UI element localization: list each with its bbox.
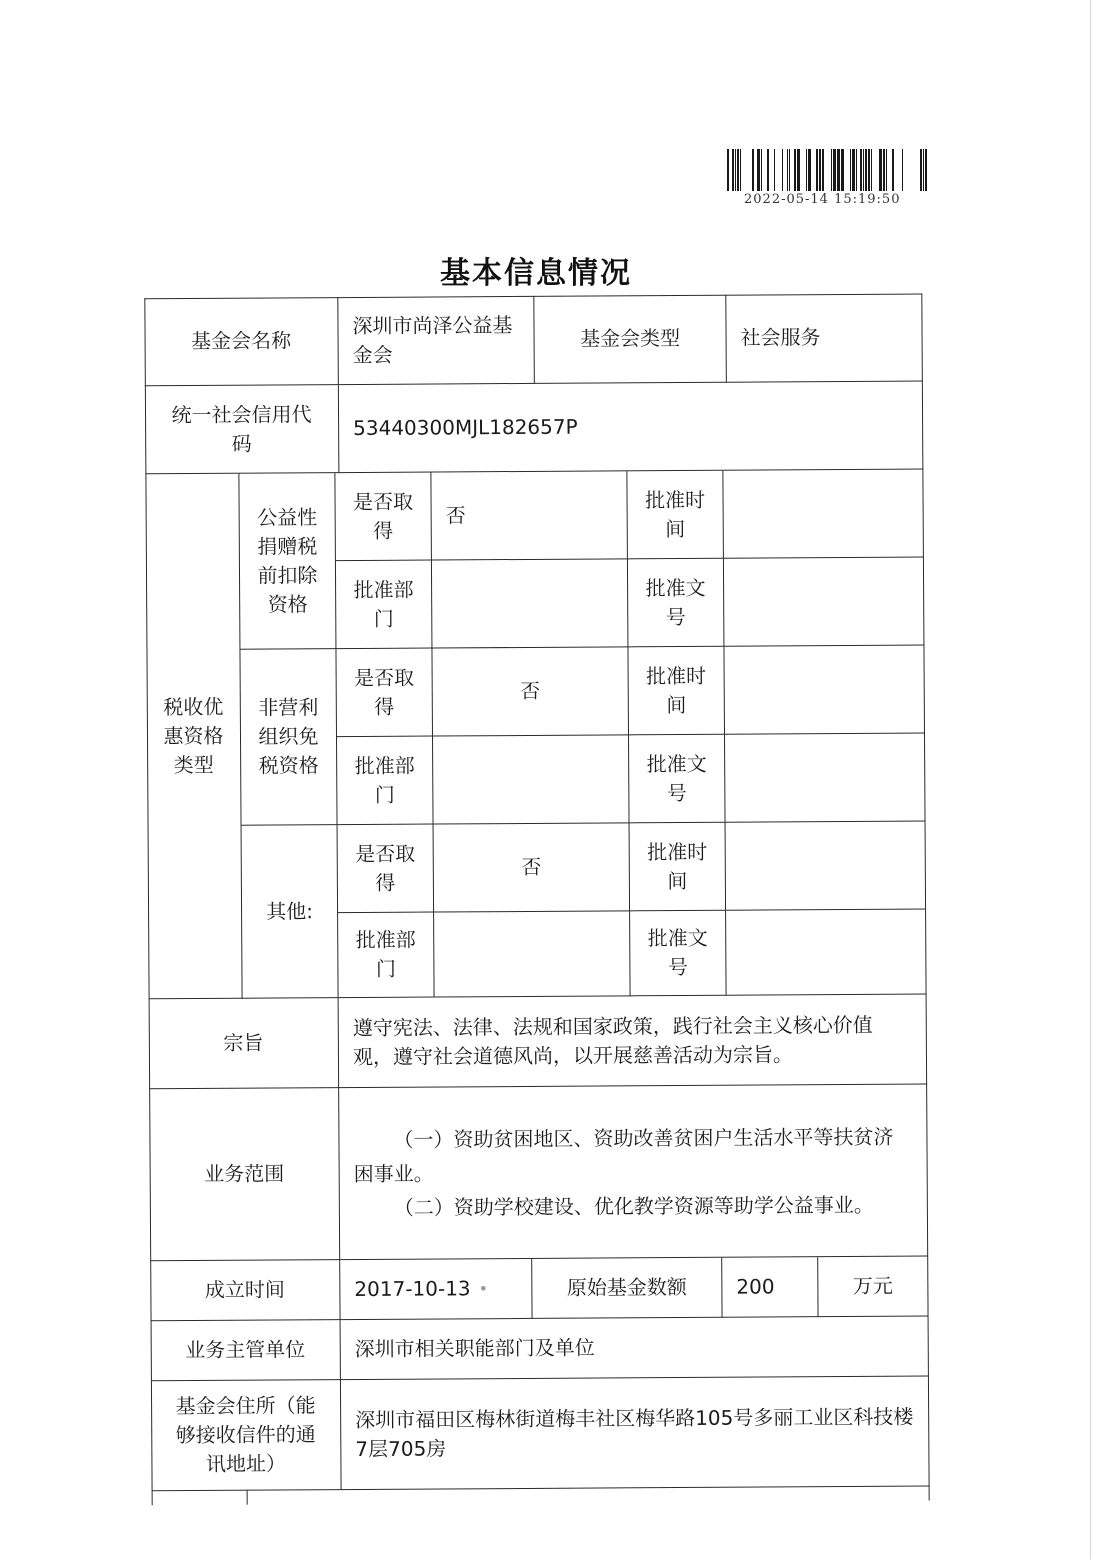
fund-label: 原始基金数额 <box>532 1258 722 1319</box>
founding-date-label: 成立时间 <box>150 1260 340 1321</box>
tax-obtained-value-2: 否 <box>432 647 629 736</box>
scope-item-1: （一）资助贫困地区、资助改善贫困户生活水平等扶贫济困事业。 <box>353 1124 894 1186</box>
founding-date-value: 2017-10-13 <box>354 1276 471 1302</box>
scope-item-2: （二）资助学校建设、优化教学资源等助学公益事业。 <box>393 1192 874 1220</box>
fund-unit: 万元 <box>818 1257 928 1318</box>
tax-obtained-label-2: 是否取得 <box>336 649 433 738</box>
tax-approval-time-label-1: 批准时间 <box>627 471 724 560</box>
name-label: 基金会名称 <box>144 297 339 386</box>
tax-category-2: 非营利组织免税资格 <box>240 649 337 826</box>
tax-approval-dept-label-2: 批准部门 <box>337 737 434 826</box>
credit-code-value: 53440300MJL182657P <box>339 382 924 474</box>
tax-category-3: 其他: <box>242 825 339 999</box>
tax-obtained-label-3: 是否取得 <box>338 825 435 914</box>
fund-value: 200 <box>722 1257 818 1318</box>
scope-value <box>339 1085 928 1261</box>
tax-approval-time-value-3 <box>726 822 927 911</box>
scope-label: 业务范围 <box>149 1088 340 1261</box>
tax-approval-dept-value-2 <box>433 735 630 824</box>
purpose-value: 遵守宪法、法律、法规和国家政策，践行社会主义核心价值观，遵守社会道德风尚，以开展慈善活动为宗旨。 <box>339 995 928 1089</box>
tax-approval-time-label-2: 批准时间 <box>628 647 725 736</box>
tax-approval-doc-value-3 <box>726 910 927 996</box>
supervisor-label: 业务主管单位 <box>151 1320 341 1381</box>
tax-approval-doc-label-1: 批准文号 <box>628 559 725 648</box>
tax-approval-dept-label-3: 批准部门 <box>338 913 435 999</box>
purpose-label: 宗旨 <box>149 998 340 1089</box>
type-value: 社会服务 <box>726 294 923 383</box>
credit-code-label: 统一社会信用代码 <box>145 385 340 474</box>
stray-mark: • <box>478 1279 489 1299</box>
tax-approval-time-value-2 <box>724 646 925 735</box>
tax-approval-dept-label-1: 批准部门 <box>336 561 433 650</box>
tax-obtained-value-1: 否 <box>431 471 628 560</box>
tax-approval-doc-label-2: 批准文号 <box>629 735 726 824</box>
tax-approval-dept-value-1 <box>432 559 629 648</box>
barcode-timestamp: 2022-05-14 15:19:50 <box>744 192 901 207</box>
next-row-fragment-2 <box>248 1487 930 1505</box>
tax-obtained-label-1: 是否取得 <box>335 473 432 562</box>
tax-obtained-value-3: 否 <box>434 823 631 912</box>
tax-group-label: 税收优惠资格类型 <box>145 474 242 1000</box>
tax-category-1: 公益性捐赠税前扣除资格 <box>239 473 336 650</box>
address-value: 深圳市福田区梅林街道梅丰社区梅华路105号多丽工业区科技楼7层705房 <box>341 1377 930 1491</box>
tax-approval-dept-value-3 <box>434 911 631 997</box>
address-label: 基金会住所（能够接收信件的通讯地址） <box>151 1380 342 1491</box>
tax-approval-doc-value-2 <box>725 734 926 823</box>
name-value: 深圳市尚泽公益基金会 <box>338 296 535 385</box>
tax-approval-time-label-3: 批准时间 <box>630 823 727 912</box>
tax-approval-doc-label-3: 批准文号 <box>630 911 727 997</box>
founding-date-value-cell <box>340 1259 532 1320</box>
tax-approval-time-value-1 <box>723 470 924 559</box>
supervisor-value: 深圳市相关职能部门及单位 <box>341 1317 929 1381</box>
type-label: 基金会类型 <box>534 295 727 384</box>
tax-approval-doc-value-1 <box>724 558 925 647</box>
next-row-fragment-1 <box>152 1491 248 1506</box>
page-title: 基本信息情况 <box>440 256 632 291</box>
